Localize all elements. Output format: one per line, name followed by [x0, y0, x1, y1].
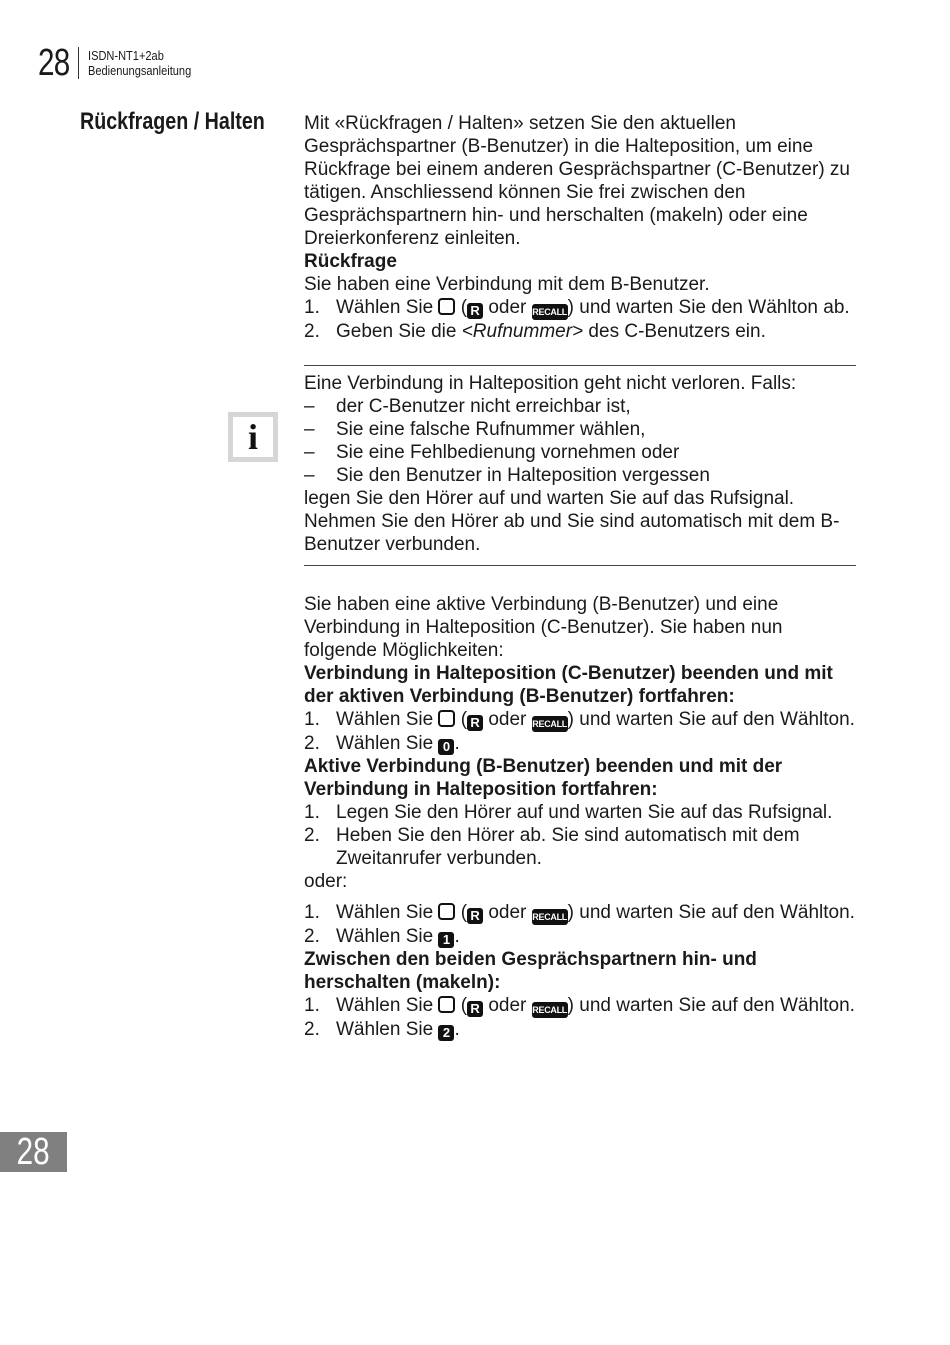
option1-steps	[304, 708, 856, 755]
list-item: 1. Wählen Sie ( R oder RECALL) und warten Sie auf den Wählton.	[304, 995, 855, 1016]
list-item: 2. Heben Sie den Hörer ab. Sie sind automatisch mit dem Zweitanrufer verbunden.	[304, 825, 800, 869]
list-item: – Sie eine falsche Rufnummer wählen,	[304, 419, 646, 440]
option2-steps	[304, 801, 856, 870]
r-key-icon: R	[467, 715, 483, 731]
list-item: 1. Wählen Sie ( R oder RECALL) und warten Sie auf den Wählton.	[304, 902, 855, 923]
recall-key-icon: RECALL	[532, 1002, 568, 1018]
options-intro: Sie haben eine aktive Verbindung (B-Benutzer) und eine Verbindung in Halteposition (C-Benutzer). Sie haben nun folgende Möglichkeiten:	[304, 594, 783, 661]
option1-heading: Verbindung in Halteposition (C-Benutzer) beenden und mit der aktiven Verbindung (B-Benutzer) fortfahren:	[304, 663, 833, 707]
option2-heading: Aktive Verbindung (B-Benutzer) beenden und mit der Verbindung in Halteposition fortfahren:	[304, 756, 783, 800]
flash-key-icon	[438, 996, 455, 1013]
list-item: 1. Legen Sie den Hörer auf und warten Sie auf das Rufsignal.	[304, 802, 833, 823]
doc-subtitle: Bedienungsanleitung	[88, 63, 192, 78]
info-note	[304, 365, 856, 566]
intro-paragraph: Mit «Rückfragen / Halten» setzen Sie den aktuellen Gesprächspartner (B-Benutzer) in die Halteposition, um eine Rückfrage bei einem anderen Gesprächspartner (C-Benutzer) zu tätigen. Anschliessend können Sie frei zwischen den Gesprächspartnern hin- und herschalten (makeln) oder eine Dreierkonferenz einleiten.	[304, 113, 850, 249]
option2-oder: oder:	[304, 871, 348, 892]
r-key-icon: R	[467, 1001, 483, 1017]
list-item: – Sie eine Fehlbedienung vornehmen oder	[304, 442, 680, 463]
list-item: 2. Geben Sie die <Rufnummer> des C-Benutzers ein.	[304, 321, 766, 342]
r-key-icon: R	[467, 908, 483, 924]
header-divider	[78, 47, 79, 79]
list-item: 1. Wählen Sie ( R oder RECALL) und warten Sie den Wählton ab.	[304, 297, 850, 318]
r-key-icon: R	[467, 303, 483, 319]
option2-alt-steps	[304, 901, 856, 948]
info-icon: i	[228, 412, 278, 462]
list-item: 2. Wählen Sie 1 .	[304, 926, 460, 947]
zero-key-icon: 0	[438, 739, 454, 755]
note-lead: Eine Verbindung in Halteposition geht nicht verloren. Falls:	[304, 373, 797, 394]
rueckfrage-lead: Sie haben eine Verbindung mit dem B-Benutzer.	[304, 274, 710, 295]
list-item: – der C-Benutzer nicht erreichbar ist,	[304, 396, 631, 417]
flash-key-icon	[438, 298, 455, 315]
option3-heading: Zwischen den beiden Gesprächspartnern hin- und herschalten (makeln):	[304, 949, 757, 993]
flash-key-icon	[438, 710, 455, 727]
rueckfrage-heading: Rückfrage	[304, 251, 397, 272]
section-title: Rückfragen / Halten	[80, 108, 265, 135]
list-item: 2. Wählen Sie 0 .	[304, 733, 460, 754]
page-number: 28	[38, 42, 70, 84]
flash-key-icon	[438, 903, 455, 920]
header-text	[88, 48, 191, 78]
recall-key-icon: RECALL	[532, 716, 568, 732]
note-list	[304, 395, 856, 487]
tab-page-number: 28	[17, 1131, 50, 1173]
page-header	[38, 44, 209, 82]
list-item: 2. Wählen Sie 2 .	[304, 1019, 460, 1040]
doc-title: ISDN-NT1+2ab	[88, 48, 164, 63]
list-item: – Sie den Benutzer in Halteposition vergessen	[304, 465, 710, 486]
list-item: 1. Wählen Sie ( R oder RECALL) und warten Sie auf den Wählton.	[304, 709, 855, 730]
two-key-icon: 2	[438, 1025, 454, 1041]
note-tail: legen Sie den Hörer auf und warten Sie auf das Rufsignal. Nehmen Sie den Hörer ab und Sie sind automatisch mit dem B-Benutzer verbunden.	[304, 488, 840, 555]
recall-key-icon: RECALL	[532, 909, 568, 925]
main-content	[304, 112, 856, 1041]
option3-steps	[304, 994, 856, 1041]
rueckfrage-steps	[304, 296, 856, 343]
one-key-icon: 1	[438, 932, 454, 948]
recall-key-icon: RECALL	[532, 304, 568, 320]
page-tab	[0, 1132, 67, 1172]
